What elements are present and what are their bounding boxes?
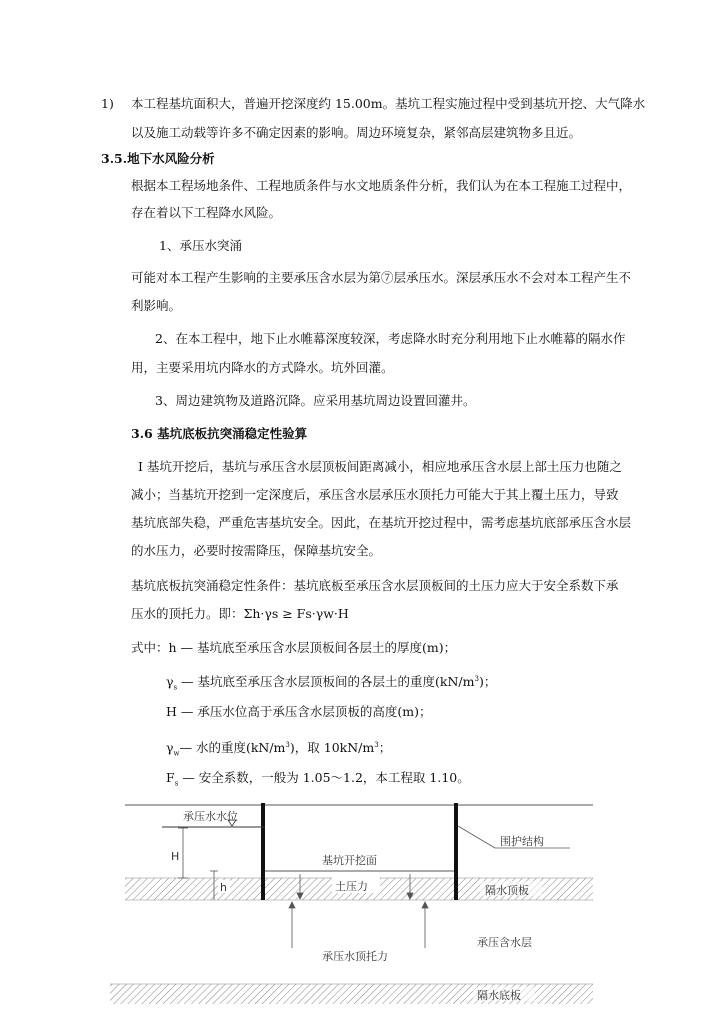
definition-Fs: $F_s$ — 安全系数，一般为 1.05～1.2，本工程取 1.10。: [166, 770, 470, 788]
sec36-para1-line1: I 基坑开挖后，基坑与承压含水层顶板间距离减小，相应地承压含水层上部土压力也随之: [138, 459, 622, 474]
risk3-line: 3、周边建筑物及道路沉降。应采用基坑周边设置回灌井。: [155, 393, 476, 408]
sec35-para1-line2: 存在着以下工程降水风险。: [131, 205, 282, 220]
label-excavation-surface: 基坑开挖面: [322, 854, 377, 867]
risk2-line1: 2、在本工程中，地下止水帷幕深度较深，考虑降水时充分利用地下止水帷幕的隔水作: [155, 331, 626, 346]
risk1-title: 1、承压水突涌: [159, 238, 242, 253]
definition-h: 式中：h — 基坑底至承压含水层顶板间各层土的厚度(m)；: [131, 640, 457, 655]
risk1-line1: 可能对本工程产生影响的主要承压含水层为第⑦层承压水。深层承压水不会对本工程产生不: [131, 270, 632, 285]
section-heading-3-6: 3.6 基坑底板抗突涌稳定性验算: [131, 426, 308, 441]
sec36-formula-line: 压水的顶托力。即：Σh·γs ≥ Fs·γw·H: [131, 606, 349, 621]
item1-line2: 以及施工动载等许多不确定因素的影响。周边环境复杂，紧邻高层建筑物多且近。: [131, 125, 582, 140]
label-uplift-force: 承压水顶托力: [322, 950, 388, 963]
label-aquitard-top: 隔水顶板: [485, 884, 529, 897]
sec36-para1-line4: 的水压力，必要时按需降压，保障基坑安全。: [131, 543, 382, 558]
sec35-para1-line1: 根据本工程场地条件、工程地质条件与水文地质条件分析，我们认为在本工程施工过程中，: [131, 178, 632, 193]
item1-line1: 本工程基坑面积大，普遍开挖深度约 15.00m。基坑工程实施过程中受到基坑开挖、大气降水: [131, 96, 646, 111]
label-soil-pressure: 土压力: [335, 880, 368, 893]
label-h: h: [220, 881, 227, 894]
definition-H: H — 承压水位高于承压含水层顶板的高度(m)；: [166, 704, 432, 719]
risk2-line2: 用，主要采用坑内降水的方式降水。坑外回灌。: [131, 360, 394, 375]
sec36-para2-line1: 基坑底板抗突涌稳定性条件：基坑底板至承压含水层顶板间的土压力应大于安全系数下承: [131, 578, 619, 593]
sec36-para1-line3: 基坑底部失稳，严重危害基坑安全。因此，在基坑开挖过程中，需考虑基坑底部承压含水层: [131, 515, 632, 530]
label-aquitard-bottom: 隔水底板: [477, 989, 521, 1002]
item-number: 1): [101, 96, 114, 111]
risk1-line2: 利影响。: [131, 298, 182, 313]
definition-gamma-w: $\gamma_w—$ 水的重度$(kN/m^3)$，取 $10kN/m^3$；: [166, 740, 392, 758]
section-heading-3-5: 3.5.地下水风险分析: [101, 151, 215, 166]
definition-gamma-s: $\gamma_s$ — 基坑底至承压含水层顶板间的各层土的重度$(kN/m^3)$；: [166, 674, 497, 692]
label-retaining-structure: 围护结构: [500, 835, 544, 848]
sec36-para1-line2: 减小；当基坑开挖到一定深度后，承压含水层承压水顶托力可能大于其上覆土压力，导致: [131, 487, 619, 502]
label-confined-water-level: 承压水水位: [183, 810, 238, 823]
label-confined-aquifer: 承压含水层: [477, 936, 532, 949]
uplift-force-arrows: [289, 902, 428, 948]
label-H: H: [171, 850, 180, 863]
